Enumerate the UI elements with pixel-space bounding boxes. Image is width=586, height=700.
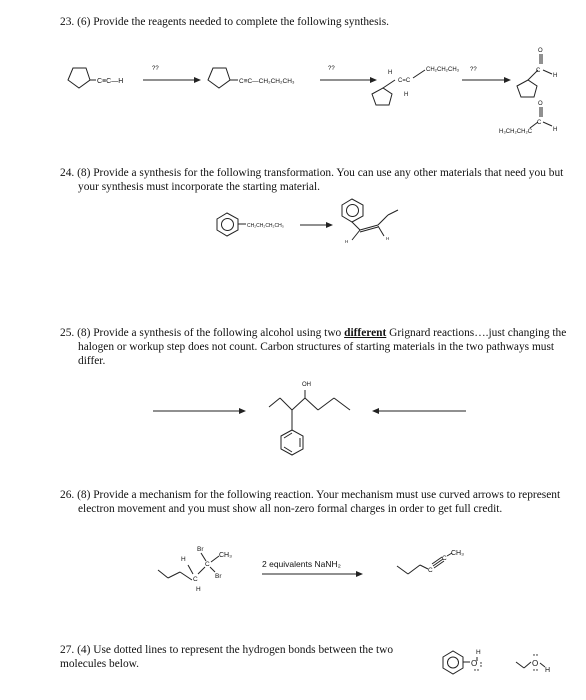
question-27-text: 27. (4) Use dotted lines to represent the hydrogen bonds between the two molecules below. [60, 644, 394, 670]
q23-ald-bot-o: O [538, 101, 543, 107]
phenol-ring-circle [448, 657, 459, 668]
q24-scheme [217, 199, 398, 244]
question-25-text-after: Grignard reactions….just changing the halogen or workup step does not count. Carbon structures of starting materials in the two pathways must differ. [78, 327, 567, 367]
q26-h-bot: H [196, 586, 201, 593]
q27-o2: O [532, 659, 539, 668]
q25-scheme [153, 382, 466, 455]
cyclopentane-ring-3 [372, 88, 392, 105]
q23-ald-top-h: H [553, 73, 558, 79]
q23-alkene-cc: C=C [398, 78, 411, 84]
q24-h2: H [386, 236, 390, 241]
q23-ald-bot-h: H [553, 127, 558, 133]
question-23-text: 23. (6) Provide the reagents needed to complete the following synthesis. [60, 16, 389, 28]
q23-ald-bot-chain: H₃CH₂CH₂C [499, 129, 533, 135]
q26-ch3: CH₃ [219, 552, 232, 559]
q23-alkene-chain: CH₂CH₂CH₃ [426, 67, 460, 73]
q26-reagent: 2 equivalents NaNH₂ [262, 559, 341, 569]
q24-h1: H [345, 239, 349, 244]
q23-ald-top-o: O [538, 48, 543, 54]
benzene-circle-2 [347, 205, 359, 217]
q23-alkene-h2: H [404, 92, 409, 98]
q23-alkene-h1: H [388, 70, 393, 76]
benzene-ring-2 [342, 199, 363, 222]
q27-h1: H [476, 649, 481, 656]
q23-alkyne-terminal: C≡C—H [97, 78, 124, 85]
benzene-circle-1 [222, 219, 234, 231]
question-25-text-before: 25. (8) Provide a synthesis of the following alcohol using two [60, 327, 345, 339]
q23-alkyne-internal: C≡C—CH₂CH₂CH₃ [239, 78, 295, 85]
question-24-text: 24. (8) Provide a synthesis for the following transformation. You can use any other materials that need you but your synthesis must incorporate the starting material. [60, 167, 564, 193]
cyclopentane-ring-1 [68, 68, 90, 88]
question-25-emphasis: different [344, 327, 387, 339]
q23-reagent-mark-3: ?? [470, 67, 477, 73]
q23-reagent-mark-2: ?? [328, 66, 335, 72]
q23-reagent-mark-1: ?? [152, 66, 159, 72]
q23-ald-top-c: C [536, 68, 541, 74]
q27-scheme [443, 649, 550, 674]
q26-br1: Br [197, 546, 204, 553]
benzene-ring-1 [217, 213, 238, 236]
q26-br2: Br [215, 573, 222, 580]
cyclopentane-ring-4 [517, 80, 537, 97]
q25-oh: OH [302, 382, 311, 388]
q26-prod-ch3: CH₃ [451, 550, 464, 557]
q26-prod-c2: C [442, 555, 447, 562]
phenol-ring [443, 651, 463, 674]
q23-ald-bot-c: C [537, 120, 542, 126]
q26-h-top: H [181, 556, 186, 563]
q26-scheme [158, 546, 464, 593]
q24-chain: CH₂CH₂CH₂CH₃ [247, 223, 284, 229]
q26-c1: C [205, 561, 210, 568]
q26-prod-c1: C [428, 567, 433, 574]
question-26-text: 26. (8) Provide a mechanism for the following reaction. Your mechanism must use curved arrows to represent electron movement and you must show all non-zero formal charges in order to get full credit. [60, 489, 561, 515]
cyclopentane-ring-2 [208, 68, 230, 88]
q27-h2: H [545, 667, 551, 674]
q23-scheme [68, 48, 557, 135]
q26-c2: C [193, 576, 198, 583]
q27-o1: O [471, 659, 478, 668]
